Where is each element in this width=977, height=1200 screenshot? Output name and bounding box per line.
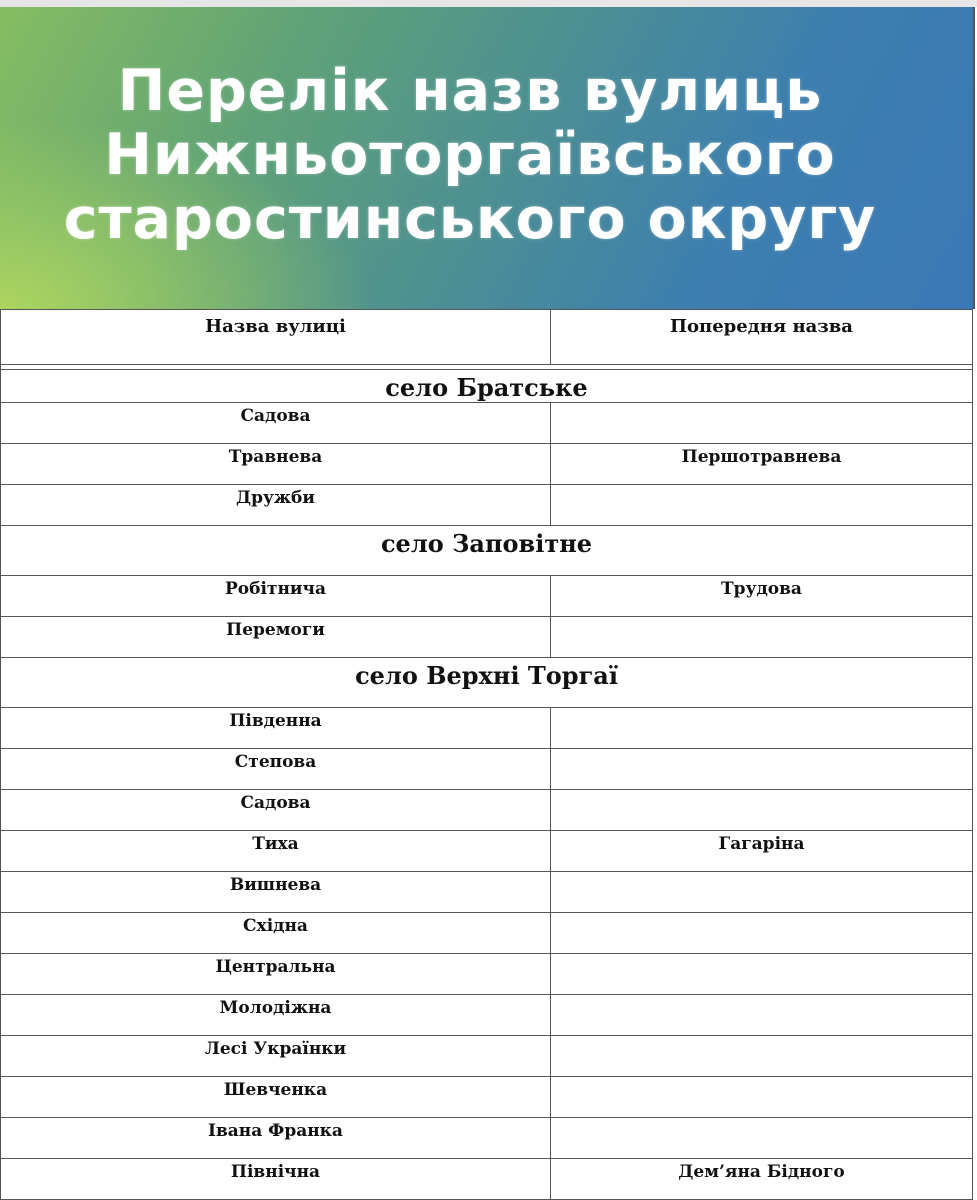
street-name: Садова: [1, 403, 551, 444]
village-row: [1, 526, 973, 576]
village-row: [1, 370, 973, 403]
previous-name: [551, 1118, 973, 1159]
table-row: [1, 1036, 973, 1077]
table-row: [1, 913, 973, 954]
previous-name: [551, 790, 973, 831]
table-row: [1, 617, 973, 658]
top-border: [0, 0, 977, 7]
village-name: село Верхні Торгаї: [1, 658, 973, 708]
previous-name: Гагаріна: [551, 831, 973, 872]
header-street-name: Назва вулиці: [1, 310, 551, 365]
street-name: Перемоги: [1, 617, 551, 658]
table-row: [1, 444, 973, 485]
table-row: [1, 576, 973, 617]
table-row: [1, 403, 973, 444]
village-row: [1, 658, 973, 708]
street-name: Шевченка: [1, 1077, 551, 1118]
table-row: [1, 872, 973, 913]
previous-name: [551, 1077, 973, 1118]
previous-name: [551, 913, 973, 954]
table-row: [1, 995, 973, 1036]
streets-table: [0, 309, 973, 1200]
table-row: [1, 790, 973, 831]
previous-name: [551, 1036, 973, 1077]
street-name: Садова: [1, 790, 551, 831]
previous-name: Першотравнева: [551, 444, 973, 485]
previous-name: [551, 403, 973, 444]
header-previous-name: Попередня назва: [551, 310, 973, 365]
title-banner: [0, 7, 975, 309]
street-name: Дружби: [1, 485, 551, 526]
table-row: [1, 1118, 973, 1159]
previous-name: Трудова: [551, 576, 973, 617]
table-header-row: [1, 310, 973, 365]
table-row: [1, 708, 973, 749]
table-row: [1, 485, 973, 526]
village-name: село Заповітне: [1, 526, 973, 576]
street-name: Південна: [1, 708, 551, 749]
table-row: [1, 1077, 973, 1118]
previous-name: Дем’яна Бідного: [551, 1159, 973, 1200]
street-name: Травнева: [1, 444, 551, 485]
previous-name: [551, 872, 973, 913]
street-name: Степова: [1, 749, 551, 790]
page-title: Перелік назв вулиць Нижньоторгаївського старостинського округу: [63, 58, 877, 252]
previous-name: [551, 954, 973, 995]
village-name: село Братське: [1, 370, 973, 403]
street-name: Вишнева: [1, 872, 551, 913]
street-name: Північна: [1, 1159, 551, 1200]
previous-name: [551, 485, 973, 526]
previous-name: [551, 617, 973, 658]
street-name: Центральна: [1, 954, 551, 995]
table-row: [1, 954, 973, 995]
table-row: [1, 831, 973, 872]
street-name: Робітнича: [1, 576, 551, 617]
street-name: Східна: [1, 913, 551, 954]
previous-name: [551, 749, 973, 790]
table-row: [1, 749, 973, 790]
street-name: Молодіжна: [1, 995, 551, 1036]
street-name: Тиха: [1, 831, 551, 872]
previous-name: [551, 995, 973, 1036]
previous-name: [551, 708, 973, 749]
street-name: Лесі Українки: [1, 1036, 551, 1077]
street-name: Івана Франка: [1, 1118, 551, 1159]
table-row: [1, 1159, 973, 1200]
